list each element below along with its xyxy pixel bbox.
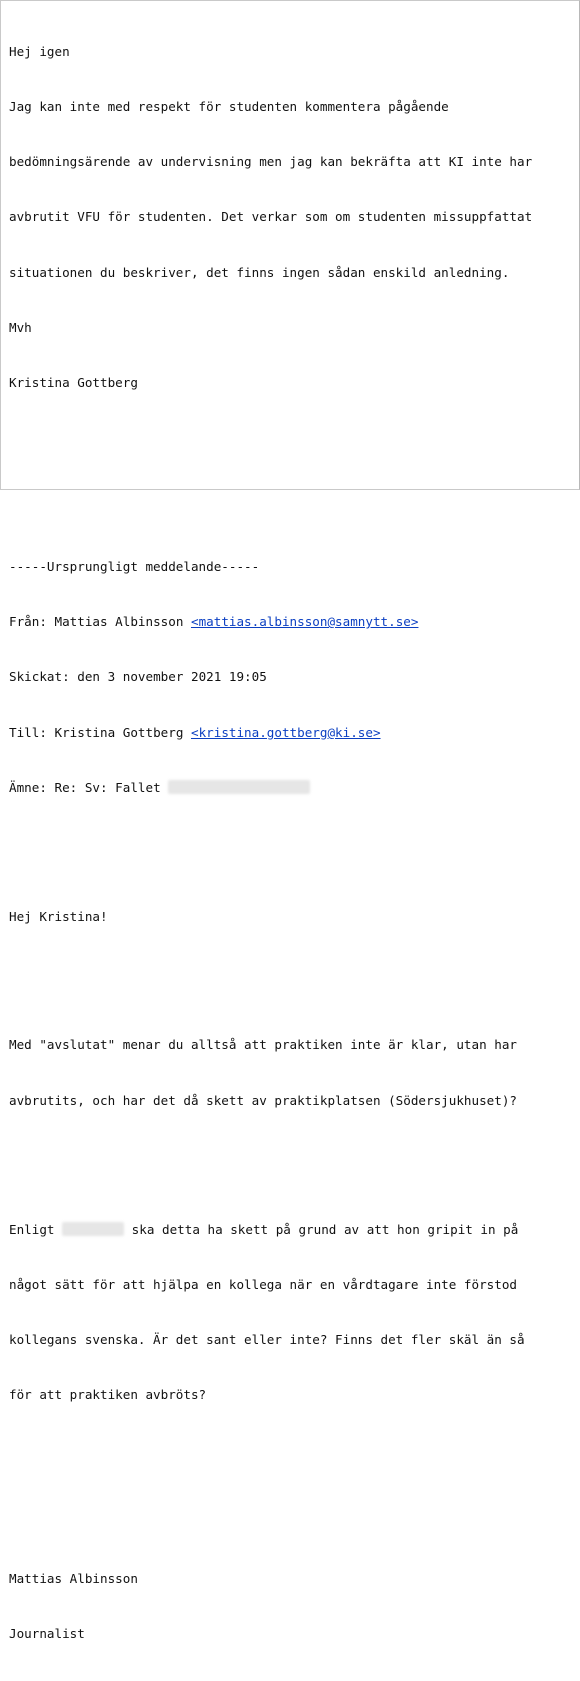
para2-suffix: ska detta ha skett på grund av att hon gripit in på — [124, 1221, 519, 1237]
subject-value: Re: Sv: Fallet — [54, 779, 169, 795]
sent-value: den 3 november 2021 19:05 — [77, 669, 267, 685]
original-body-line: något sätt för att hjälpa en kollega när en vårdtagare inte förstod — [9, 1276, 517, 1292]
header-from — [9, 613, 532, 631]
reply-body-line: avbrutit VFU för studenten. Det verkar som om studenten missuppfattat — [9, 209, 533, 225]
header-sent — [9, 668, 532, 686]
para2-prefix: Enligt — [9, 1221, 63, 1237]
to-email-link[interactable]: <kristina.gottberg@ki.se> — [190, 724, 381, 740]
spacer — [9, 1441, 532, 1459]
original-salutation: Hej Kristina! — [9, 908, 108, 924]
reply-greeting: Hej igen — [9, 43, 70, 59]
spacer — [9, 1497, 532, 1515]
header-subject — [9, 779, 532, 797]
reply-body-line: situationen du beskriver, det finns ingen sådan enskild anledning. — [9, 264, 510, 280]
original-message-divider: -----Ursprungligt meddelande----- — [9, 559, 260, 575]
spacer — [9, 963, 532, 981]
original-body-line: för att praktiken avbröts? — [9, 1387, 207, 1403]
reply-closing: Mvh — [9, 319, 32, 335]
from-label: Från: — [9, 614, 55, 630]
email-body — [9, 6, 532, 1681]
spacer — [9, 429, 532, 447]
sender-title: Journalist — [9, 1626, 85, 1642]
redacted-subject-name — [168, 780, 310, 794]
original-body-line: kollegans svenska. Är det sant eller inte? Finns det fler skäl än så — [9, 1331, 525, 1347]
reply-signature: Kristina Gottberg — [9, 375, 138, 391]
to-label: Till: — [9, 724, 55, 740]
from-name: Mattias Albinsson — [54, 614, 191, 630]
reply-body-line: Jag kan inte med respekt för studenten kommentera pågående — [9, 99, 449, 115]
original-body-line: Med "avslutat" menar du alltså att praktiken inte är klar, utan har — [9, 1037, 517, 1053]
spacer — [9, 484, 532, 502]
sent-label: Skickat: — [9, 669, 78, 685]
from-email-link[interactable]: <mattias.albinsson@samnytt.se> — [190, 614, 419, 630]
original-body-line: avbrutits, och har det då skett av praktikplatsen (Södersjukhuset)? — [9, 1092, 517, 1108]
reply-body-line: bedömningsärende av undervisning men jag kan bekräfta att KI inte har — [9, 154, 533, 170]
subject-label: Ämne: — [9, 779, 55, 795]
to-name: Kristina Gottberg — [54, 724, 191, 740]
redacted-name — [62, 1222, 124, 1236]
spacer — [9, 1147, 532, 1165]
header-to — [9, 724, 532, 742]
spacer — [9, 834, 532, 852]
sender-name: Mattias Albinsson — [9, 1571, 138, 1587]
original-body-line — [9, 1221, 532, 1239]
